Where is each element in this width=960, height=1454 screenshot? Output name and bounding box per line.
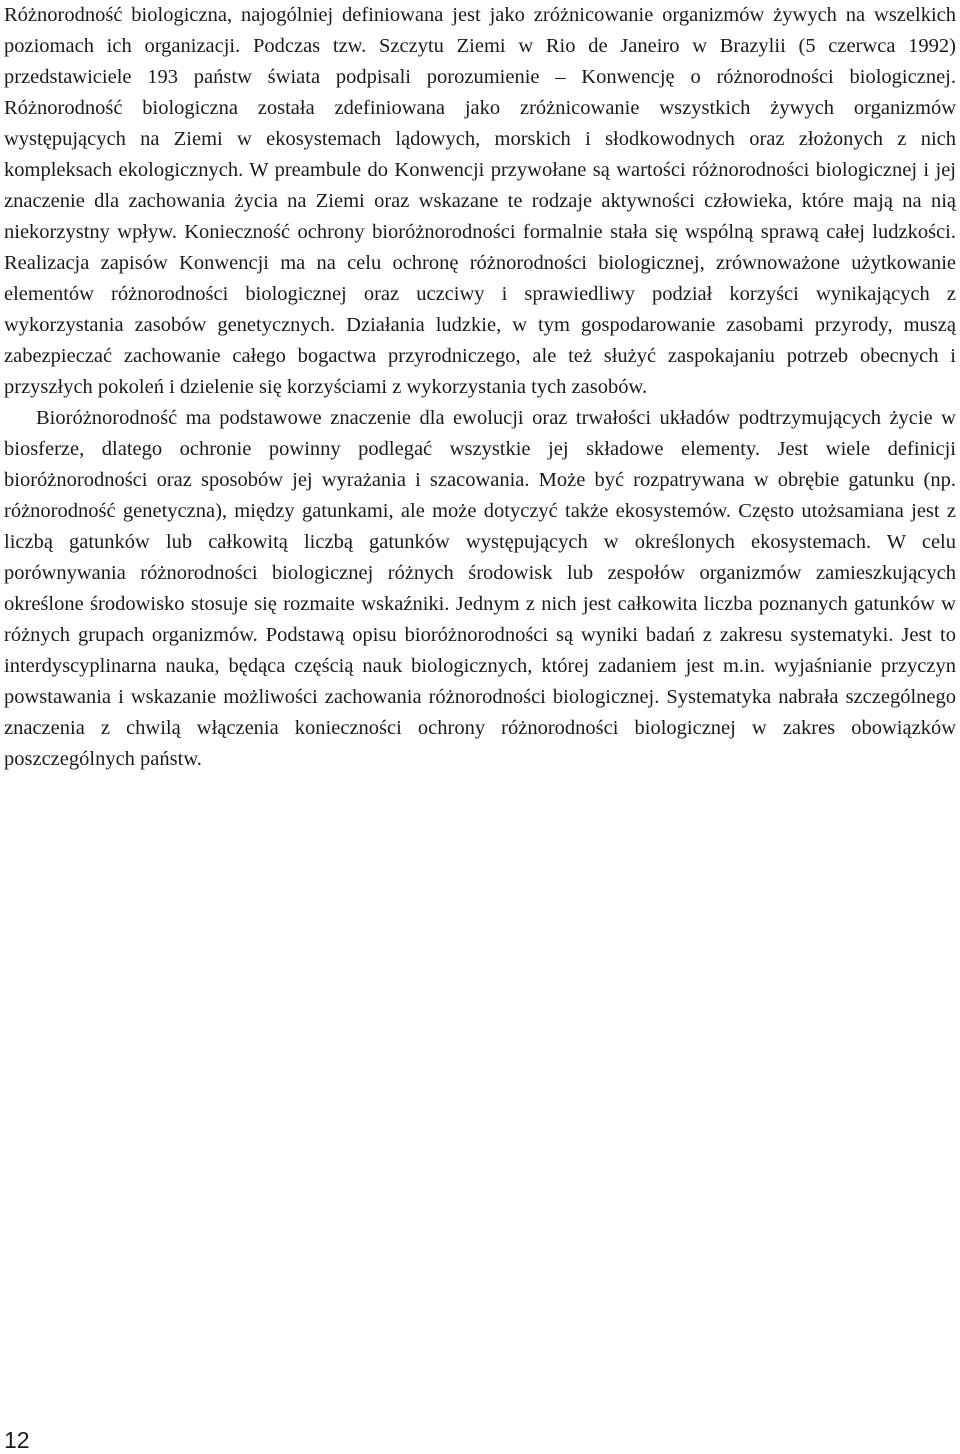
paragraph-2: Bioróżnorodność ma podstawowe znaczenie dla ewolucji oraz trwałości układów podtrzymujących życie w biosferze, dlatego ochronie powinny podlegać wszystkie jej składowe elementy. Jest wiele definicji bioróżnorodności oraz sposobów jej wyrażania i szacowania. Może być rozpatrywana w obrębie gatunku (np. różnorodność genetyczna), między gatunkami, ale może dotyczyć także ekosystemów. Często utożsamiana jest z liczbą gatunków lub całkowitą liczbą gatunków występujących w określonych ekosystemach. W celu porównywania różnorodności biologicznej różnych środowisk lub zespołów organizmów zamieszkujących określone środowisko stosuje się rozmaite wskaźniki. Jednym z nich jest całkowita liczba poznanych gatunków w różnych grupach organizmów. Podstawą opisu bioróżnorodności są wyniki badań z zakresu systematyki. Jest to interdyscyplinarna nauka, będąca częścią nauk biologicznych, której zadaniem jest m.in. wyjaśnianie przyczyn powstawania i wskazanie możliwości zachowania różnorodności biologicznej. Systematyka nabrała szczególnego znaczenia z chwilą włączenia konieczności ochrony różnorodności biologicznej w zakres obowiązków poszczególnych państw. bbox=[4, 407, 956, 770]
paragraph-1: Różnorodność biologiczna, najogólniej definiowana jest jako zróżnicowanie organizmów żywych na wszelkich poziomach ich organizacji. Podczas tzw. Szczytu Ziemi w Rio de Janeiro w Brazylii (5 czerwca 1992) przedstawiciele 193 państw świata podpisali porozumienie – Konwencję o różnorodności biologicznej. Różnorodność biologiczna została zdefiniowana jako zróżnicowanie wszystkich żywych organizmów występujących na Ziemi w ekosystemach lądowych, morskich i słodkowodnych oraz złożonych z nich kompleksach ekologicznych. W preambule do Konwencji przywołane są wartości różnorodności biologicznej i jej znaczenie dla zachowania życia na Ziemi oraz wskazane te rodzaje aktywności człowieka, które mają na nią niekorzystny wpływ. Konieczność ochrony bioróżnorodności formalnie stała się wspólną sprawą całej ludzkości. Realizacja zapisów Konwencji ma na celu ochronę różnorodności biologicznej, zrównoważone użytkowanie elementów różnorodności biologicznej oraz uczciwy i sprawiedliwy podział korzyści wynikających z wykorzystania zasobów genetycznych. Działania ludzkie, w tym gospodarowanie zasobami przyrody, muszą zabezpieczać zachowanie całego bogactwa przyrodniczego, ale też służyć zaspokajaniu potrzeb obecnych i przyszłych pokoleń i dzielenie się korzyściami z wykorzystania tych zasobów. bbox=[4, 4, 956, 398]
body-text bbox=[4, 0, 956, 775]
page-number: 12 bbox=[4, 1427, 30, 1453]
